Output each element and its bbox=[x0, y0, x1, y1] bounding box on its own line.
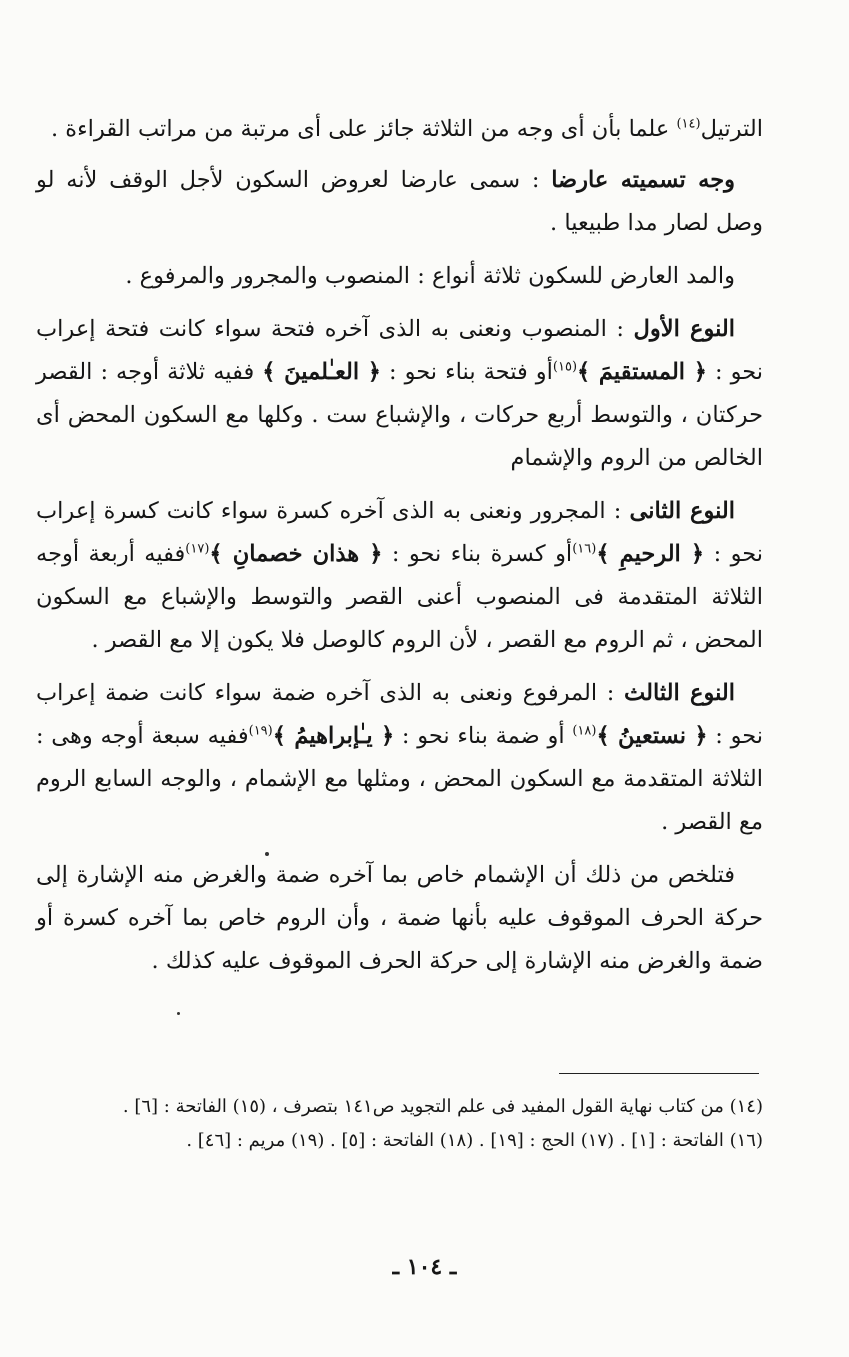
footnote-line: (١٤) من كتاب نهاية القول المفيد فى علم التجويد ص١٤١ بتصرف ، (١٥) الفاتحة : [٦] . bbox=[122, 1096, 763, 1117]
quran-quote: ﴿ يـٰإبراهيمُ ﴾ bbox=[272, 723, 395, 749]
section-label: النوع الثالث bbox=[624, 680, 736, 706]
quran-quote: ﴿ الرحيمِ ﴾ bbox=[596, 541, 705, 567]
section-label: وجه تسميته عارضا bbox=[551, 167, 735, 193]
paragraph-2: وجه تسميته عارضا : سمى عارضا لعروض السكون لأجل الوقف لأنه لو وصل لصار مدا طبيعيا . bbox=[36, 167, 763, 236]
scan-speck bbox=[177, 1012, 180, 1015]
paragraph-3: والمد العارض للسكون ثلاثة أنواع : المنصوب والمجرور والمرفوع . bbox=[125, 263, 735, 289]
footnote-ref: (١٨) bbox=[572, 723, 597, 739]
page-number: ـ ١٠٤ ـ bbox=[392, 1254, 457, 1280]
footnote-line: (١٦) الفاتحة : [١] . (١٧) الحج : [١٩] . (١٨) الفاتحة : [٥] . (١٩) مريم : [٤٦] . bbox=[186, 1130, 763, 1151]
quran-quote: ﴿ نستعينُ ﴾ bbox=[596, 723, 708, 749]
quran-quote: ﴿ العـٰلمينَ ﴾ bbox=[262, 359, 381, 385]
body-text bbox=[36, 108, 763, 993]
footnote-divider bbox=[559, 1073, 759, 1074]
scan-speck bbox=[265, 852, 269, 856]
quran-quote: ﴿ هذان خصمانِ ﴾ bbox=[209, 541, 383, 567]
paragraph-type-3: النوع الثالث : المرفوع ونعنى به الذى آخره ضمة سواء كانت ضمة إعراب نحو : ﴿ نستعينُ ﴾$^{(١٨)}$ أو ضمة بناء نحو : ﴿ يـٰإبراهيمُ ﴾$^{(١٩)}$ففيه سبعة أوجه وهى : الثلاثة المتقدمة مع السكون المحض ، ومثلها مع الإشمام ، والوجه السابع الروم مع القصر . bbox=[36, 680, 764, 835]
quran-quote: ﴿ المستقيمَ ﴾ bbox=[577, 359, 707, 385]
footnote-ref: (١٥) bbox=[552, 359, 578, 375]
paragraph-type-1: النوع الأول : المنصوب ونعنى به الذى آخره فتحة سواء كانت فتحة إعراب نحو : ﴿ المستقيمَ ﴾$^{(١٥)}$أو فتحة بناء نحو : ﴿ العـٰلمينَ ﴾ ففيه ثلاثة أوجه : القصر حركتان ، والتوسط أربع حركات ، والإشباع ست . وكلها مع السكون المحض أى الخالص من الروم والإشمام bbox=[36, 316, 764, 471]
section-label: النوع الثانى bbox=[629, 498, 735, 524]
paragraph-type-2: النوع الثانى : المجرور ونعنى به الذى آخره كسرة سواء كانت كسرة إعراب نحو : ﴿ الرحيمِ ﴾$^{(١٦)}$أو كسرة بناء نحو : ﴿ هذان خصمانِ ﴾$^{(١٧)}$ففيه أربعة أوجه الثلاثة المتقدمة فى المنصوب أعنى القصر والتوسط والإشباع مع السكون المحض ، ثم الروم مع القصر ، لأن الروم كالوصل فلا يكون إلا مع القصر . bbox=[36, 498, 763, 653]
footnote-ref: (١٧) bbox=[185, 541, 210, 557]
footnote-ref: (١٦) bbox=[572, 541, 597, 557]
section-label: النوع الأول bbox=[633, 316, 735, 342]
footnotes bbox=[36, 1090, 763, 1158]
paragraph-summary: فتلخص من ذلك أن الإشمام خاص بما آخره ضمة والغرض منه الإشارة إلى حركة الحرف الموقوف عليه بأنها ضمة ، وأن الروم خاص بما آخره كسرة أو ضمة والغرض منه الإشارة إلى حركة الحرف الموقوف عليه كذلك . bbox=[36, 862, 763, 974]
paragraph-1: الترتيل$^{(١٤)}$ علما بأن أى وجه من الثلاثة جائز على أى مرتبة من مراتب القراءة . bbox=[50, 116, 763, 142]
footnote-ref: (١٤) bbox=[676, 116, 701, 132]
footnote-ref: (١٩) bbox=[248, 723, 273, 739]
